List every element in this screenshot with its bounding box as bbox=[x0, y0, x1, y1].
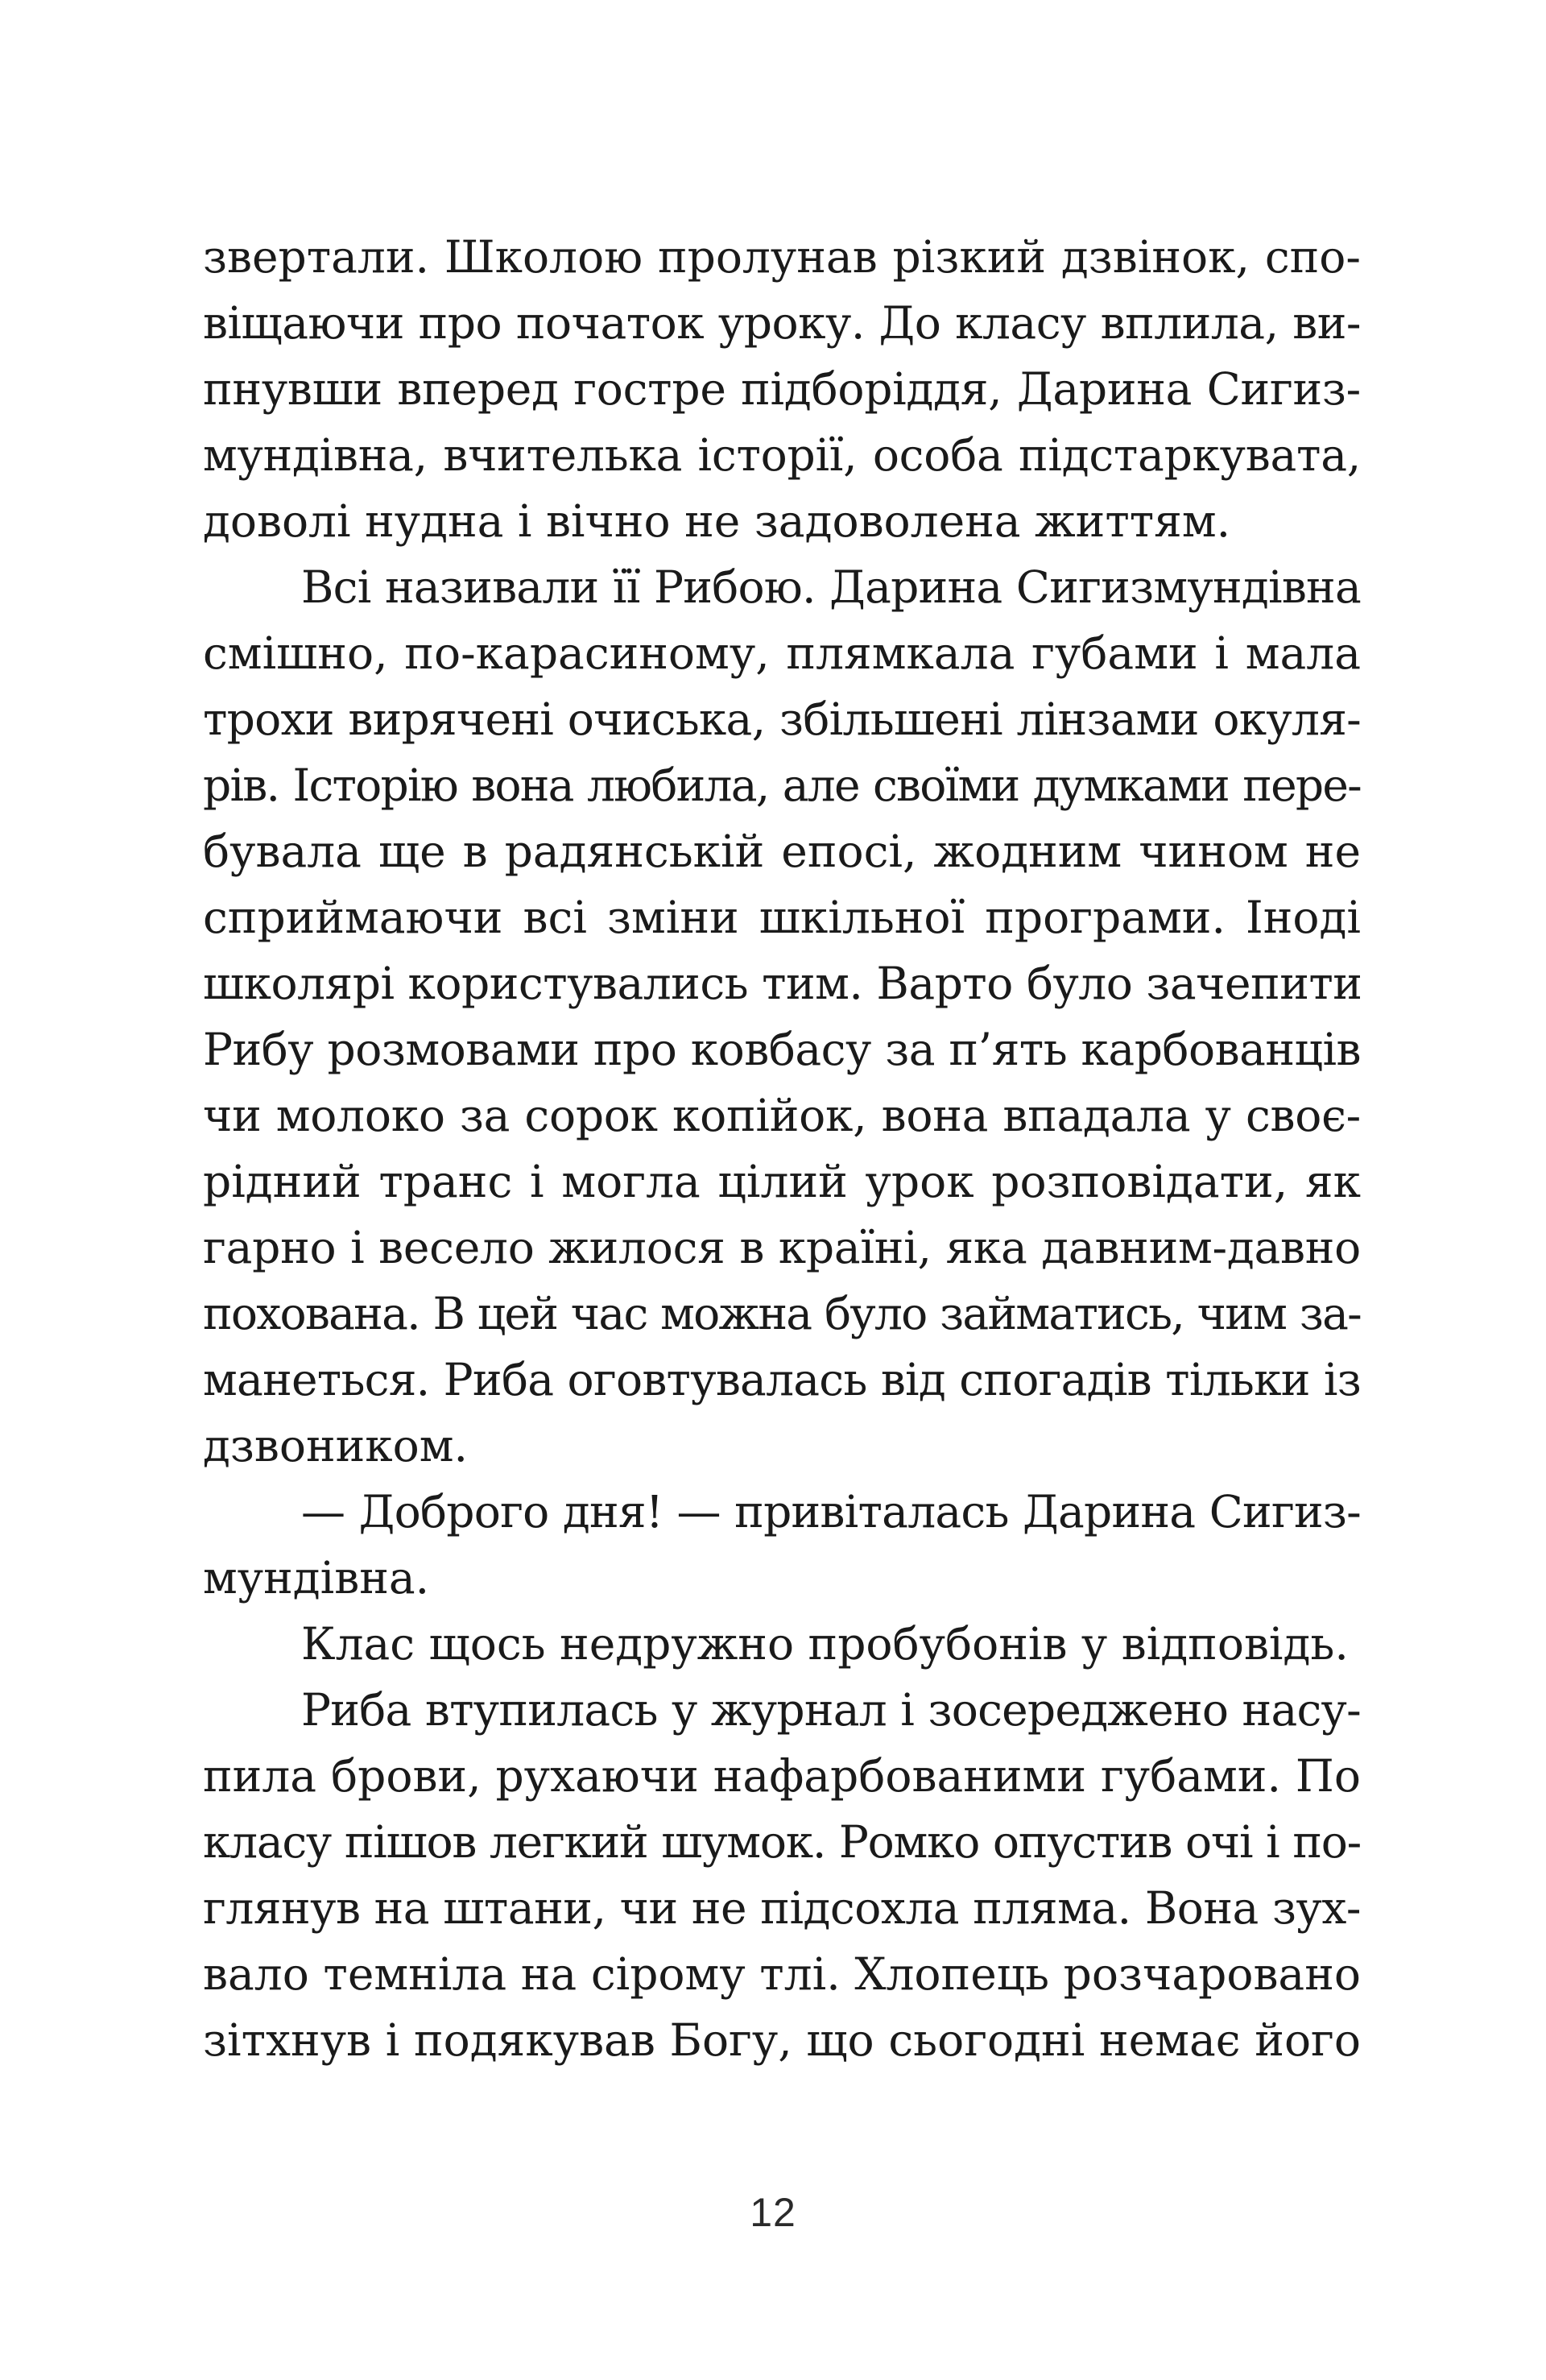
text-line: рідний транс і могла цілий урок розповідати, як bbox=[203, 1156, 1361, 1207]
text-line: Клас щось недружно пробубонів у відповідь. bbox=[301, 1618, 1349, 1670]
text-line: сприймаючи всі зміни шкільної програми. Іноді bbox=[203, 892, 1361, 943]
text-line: бувала ще в радянській епосі, жодним чином не bbox=[203, 826, 1361, 877]
text-line: похована. В цей час можна було займатись, чим за- bbox=[203, 1288, 1361, 1339]
text-line: глянув на штани, чи не підсохла пляма. Вона зух- bbox=[203, 1882, 1361, 1934]
text-line: школярі користувались тим. Варто було зачепити bbox=[203, 958, 1362, 1009]
text-line: смішно, по-карасиному, плямкала губами і мала bbox=[203, 627, 1361, 679]
text-line: Рибу розмовами про ковбасу за п’ять карбованців bbox=[203, 1024, 1361, 1075]
text-line: мундівна. bbox=[203, 1552, 430, 1604]
text-line: рів. Історію вона любила, але своїми думками пере- bbox=[203, 760, 1361, 811]
text-line: віщаючи про початок уроку. До класу вплила, ви- bbox=[203, 297, 1361, 349]
page-number: 12 bbox=[750, 2190, 796, 2235]
text-line: Всі називали її Рибою. Дарина Сигизмундівна bbox=[301, 561, 1361, 613]
text-line: доволі нудна і вічно не задоволена життям. bbox=[203, 495, 1231, 547]
text-line: — Доброго дня! — привіталась Дарина Сигиз- bbox=[301, 1486, 1361, 1538]
body-text bbox=[203, 224, 1361, 2073]
text-line: дзвоником. bbox=[203, 1420, 469, 1471]
text-line: пила брови, рухаючи нафарбованими губами. По bbox=[203, 1750, 1361, 1802]
text-line: класу пішов легкий шумок. Ромко опустив очі і по- bbox=[203, 1816, 1361, 1868]
text-line: звертали. Школою пролунав різкий дзвінок, спо- bbox=[203, 231, 1361, 283]
text-line: зітхнув і подякував Богу, що сьогодні немає його bbox=[203, 2014, 1361, 2066]
text-line: пнувши вперед гостре підборіддя, Дарина Сигиз- bbox=[203, 363, 1361, 415]
text-line: трохи вирячені очиська, збільшені лінзами окуля- bbox=[203, 693, 1361, 745]
text-line: вало темніла на сірому тлі. Хлопець розчаровано bbox=[203, 1948, 1361, 2000]
text-line: чи молоко за сорок копійок, вона впадала у своє- bbox=[203, 1090, 1361, 1141]
text-line: манеться. Риба оговтувалась від спогадів тільки із bbox=[203, 1354, 1361, 1405]
text-line: Риба втупилась у журнал і зосереджено насу- bbox=[301, 1684, 1361, 1736]
text-line: мундівна, вчителька історії, особа підстаркувата, bbox=[203, 429, 1361, 481]
text-line: гарно і весело жилося в країні, яка давним-давно bbox=[203, 1222, 1361, 1273]
